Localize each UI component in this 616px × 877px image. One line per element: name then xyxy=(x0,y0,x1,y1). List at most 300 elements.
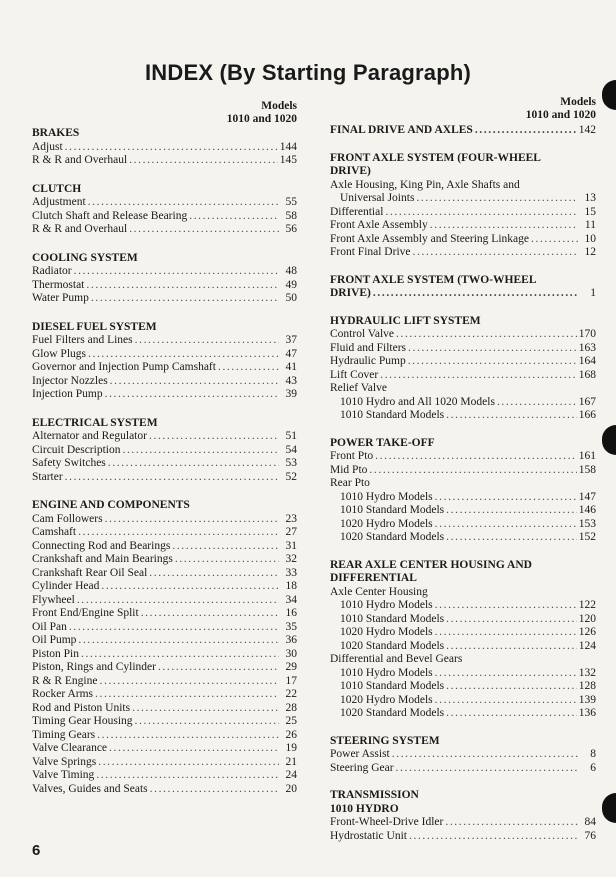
dot-leader xyxy=(446,504,577,518)
dot-leader xyxy=(408,355,577,369)
entry-page: 19 xyxy=(285,742,297,754)
dot-leader xyxy=(110,375,279,389)
front-axle-two-section xyxy=(330,274,596,301)
dot-leader xyxy=(446,707,577,721)
entry-page: 122 xyxy=(578,599,596,611)
section-heading: ELECTRICAL SYSTEM xyxy=(32,416,158,429)
dot-leader xyxy=(435,491,577,505)
section-heading: DRIVE) xyxy=(330,165,371,177)
entry-label: 1010 Hydro Models xyxy=(340,490,433,503)
entry-label: 1020 Hydro Models xyxy=(340,626,433,638)
dot-leader xyxy=(446,409,577,423)
entry-page: 21 xyxy=(285,755,297,768)
entry-page: 158 xyxy=(578,463,596,476)
entry-page: 26 xyxy=(285,728,297,741)
dot-leader xyxy=(78,634,279,648)
left-sections xyxy=(32,127,297,796)
entry-label: Valve Springs xyxy=(32,755,97,768)
entry-page: 153 xyxy=(578,517,596,530)
entry-label: Crankshaft and Main Bearings xyxy=(32,553,173,565)
index-entry xyxy=(330,613,596,627)
entry-label: 1010 Hydro Models xyxy=(340,599,433,611)
entry-page: 8 xyxy=(590,748,596,760)
entry-page: 30 xyxy=(285,647,297,660)
section-subheading: 1010 HYDRO xyxy=(330,802,399,815)
entry-label: Flywheel xyxy=(32,593,75,606)
dot-leader xyxy=(392,748,578,762)
entry-label: Control Valve xyxy=(330,328,394,340)
models-label: Models xyxy=(560,96,596,108)
entry-page: 58 xyxy=(285,209,297,222)
entry-label: Front Axle Assembly xyxy=(330,219,428,231)
entry-page: 27 xyxy=(285,526,297,538)
edge-tab-marker xyxy=(602,425,616,455)
dot-leader xyxy=(435,694,577,708)
entry-label: Injection Pump xyxy=(32,388,103,400)
entry-page: 37 xyxy=(285,334,297,346)
entry-page: 22 xyxy=(285,688,297,700)
entry-label: 1020 Standard Models xyxy=(340,639,445,652)
dot-leader xyxy=(77,594,279,608)
index-entry xyxy=(330,219,596,233)
entry-page: 31 xyxy=(285,539,297,552)
dot-leader xyxy=(396,762,578,776)
dot-leader xyxy=(81,648,279,662)
dot-leader xyxy=(149,430,279,444)
dot-leader xyxy=(445,816,578,830)
index-entry xyxy=(32,580,297,594)
index-entry xyxy=(32,553,297,567)
entry-label: Piston, Rings and Cylinder xyxy=(32,661,156,673)
entry-page: 12 xyxy=(584,246,596,258)
index-section xyxy=(32,417,297,485)
dot-leader xyxy=(88,348,279,362)
entry-label: Timing Gears xyxy=(32,728,96,741)
entry-label: Rod and Piston Units xyxy=(32,701,131,714)
entry-page: 168 xyxy=(578,368,596,381)
section-heading: STEERING SYSTEM xyxy=(330,734,440,747)
dot-leader xyxy=(497,396,577,410)
index-entry xyxy=(330,694,596,708)
entry-label: Cylinder Head xyxy=(32,580,100,592)
entry-label: Fluid and Filters xyxy=(330,341,407,354)
dot-leader xyxy=(122,444,279,458)
entry-label: Water Pump xyxy=(32,292,89,304)
entry-page: 53 xyxy=(285,457,297,469)
entry-label: R & R and Overhaul xyxy=(32,154,128,166)
entry-page: 43 xyxy=(285,374,297,387)
entry-page: 20 xyxy=(285,782,297,795)
entry-page: 128 xyxy=(578,680,596,692)
entry-page: 23 xyxy=(285,512,297,525)
entry-page: 50 xyxy=(285,292,297,304)
entry-label: Cam Followers xyxy=(32,512,103,525)
entry-page: 163 xyxy=(578,341,596,354)
entry-label: Universal Joints xyxy=(340,192,415,204)
section-heading: FRONT AXLE SYSTEM (FOUR-WHEEL xyxy=(330,151,541,164)
entry-label: Axle Center Housing xyxy=(330,585,428,598)
index-entry xyxy=(32,196,297,210)
section-heading: COOLING SYSTEM xyxy=(32,251,138,264)
index-entry xyxy=(330,762,596,776)
dot-leader xyxy=(531,233,578,247)
entry-page: 24 xyxy=(285,769,297,781)
entry-label: Crankshaft Rear Oil Seal xyxy=(32,566,148,579)
entry-page: 18 xyxy=(285,580,297,592)
index-section xyxy=(32,252,297,306)
entry-label: Fuel Filters and Lines xyxy=(32,334,133,346)
entry-page: 145 xyxy=(279,154,297,166)
index-entry xyxy=(32,223,297,237)
dot-leader xyxy=(150,783,279,797)
index-entry xyxy=(32,430,297,444)
entry-label: R & R and Overhaul xyxy=(32,223,128,235)
entry-label: Lift Cover xyxy=(330,368,379,381)
dot-leader xyxy=(65,471,279,485)
index-entry xyxy=(32,348,297,362)
dot-leader xyxy=(369,464,576,478)
entry-page: 15 xyxy=(584,205,596,218)
entry-page: 55 xyxy=(285,196,297,208)
index-entry xyxy=(32,675,297,689)
index-entry xyxy=(330,518,596,532)
entry-label: Rear Pto xyxy=(330,477,370,489)
entry-label: Valve Clearance xyxy=(32,742,108,754)
dot-leader xyxy=(69,621,279,635)
dot-leader xyxy=(97,729,279,743)
section-heading: POWER TAKE-OFF xyxy=(330,436,435,449)
dot-leader xyxy=(446,613,577,627)
entry-page: 6 xyxy=(590,761,596,774)
index-entry xyxy=(330,450,596,464)
left-column xyxy=(32,100,297,796)
entry-page: 164 xyxy=(578,355,596,367)
entry-page: 49 xyxy=(285,278,297,291)
entry-label: Glow Plugs xyxy=(32,347,86,360)
entry-page: 84 xyxy=(584,816,596,828)
entry-page: 54 xyxy=(285,443,297,456)
dot-leader xyxy=(430,219,578,233)
page-title: INDEX (By Starting Paragraph) xyxy=(144,60,472,85)
index-entry xyxy=(330,246,596,260)
entry-label: Timing Gear Housing xyxy=(32,715,133,727)
entry-page: 13 xyxy=(584,192,596,204)
section-heading: DIESEL FUEL SYSTEM xyxy=(32,320,157,333)
dot-leader xyxy=(135,334,279,348)
entry-label: Thermostat xyxy=(32,278,85,291)
entry-page: 51 xyxy=(285,430,297,442)
dot-leader xyxy=(86,279,279,293)
entry-label: Injector Nozzles xyxy=(32,374,108,387)
index-entry xyxy=(32,334,297,348)
front-axle-four-section xyxy=(330,152,596,260)
entry-label: Radiator xyxy=(32,265,72,277)
index-entry xyxy=(330,531,596,545)
index-entry xyxy=(330,667,596,681)
section-heading: HYDRAULIC LIFT SYSTEM xyxy=(330,314,481,327)
entry-page: 126 xyxy=(578,626,596,638)
entry-label: 1010 Standard Models xyxy=(340,612,445,625)
entry-page: 146 xyxy=(578,504,596,516)
entry-label: 1020 Hydro Models xyxy=(340,517,433,530)
steering-section xyxy=(330,735,596,776)
dot-leader xyxy=(95,688,279,702)
entry-label: Mid Pto xyxy=(330,463,368,476)
dot-leader xyxy=(375,450,577,464)
dot-leader xyxy=(396,328,577,342)
index-entry xyxy=(32,513,297,527)
index-entry xyxy=(330,830,596,844)
entry-page: 16 xyxy=(285,607,297,619)
dot-leader xyxy=(141,607,279,621)
entry-label: 1010 Standard Models xyxy=(340,504,445,516)
entry-label: 1020 Hydro Models xyxy=(340,693,433,706)
index-entry xyxy=(32,375,297,389)
entry-label: 1010 Hydro and All 1020 Models xyxy=(340,395,495,408)
entry-page: 11 xyxy=(584,219,596,231)
index-entry xyxy=(32,594,297,608)
index-entry xyxy=(32,742,297,756)
section-heading: FRONT AXLE SYSTEM (TWO-WHEEL xyxy=(330,273,537,286)
dot-leader xyxy=(129,154,278,168)
entry-label: Steering Gear xyxy=(330,761,394,774)
dot-leader xyxy=(446,640,577,654)
entry-label: 1010 Standard Models xyxy=(340,409,445,421)
entry-page: 39 xyxy=(285,388,297,400)
index-entry xyxy=(330,626,596,640)
entry-label: Front Pto xyxy=(330,450,374,462)
entry-label: Valve Timing xyxy=(32,769,95,781)
entry-label: DRIVE) xyxy=(330,287,371,299)
index-entry xyxy=(330,504,596,518)
entry-page: 142 xyxy=(578,124,596,136)
index-entry xyxy=(32,457,297,471)
entry-page: 147 xyxy=(578,490,596,503)
entry-page: 28 xyxy=(285,701,297,714)
entry-label: Oil Pan xyxy=(32,620,67,633)
entry-label: Safety Switches xyxy=(32,457,106,469)
entry-label: Front-Wheel-Drive Idler xyxy=(330,816,444,828)
index-entry xyxy=(32,141,297,155)
entry-page: 152 xyxy=(578,531,596,543)
entry-label: 1010 Hydro Models xyxy=(340,666,433,679)
edge-tab-marker xyxy=(602,80,616,110)
entry-page: 36 xyxy=(285,634,297,646)
dot-leader xyxy=(65,141,278,155)
index-entry xyxy=(32,688,297,702)
index-entry xyxy=(330,287,596,301)
entry-label: Connecting Rod and Bearings xyxy=(32,539,171,552)
index-entry xyxy=(330,328,596,342)
dot-leader xyxy=(175,553,279,567)
dot-leader xyxy=(446,531,577,545)
index-entry xyxy=(330,640,596,654)
entry-label: Hydrostatic Unit xyxy=(330,829,407,842)
index-entry xyxy=(32,471,297,485)
index-entry xyxy=(330,680,596,694)
dot-leader xyxy=(409,830,578,844)
index-section xyxy=(32,321,297,402)
dot-leader xyxy=(158,661,279,675)
entry-label: R & R Engine xyxy=(32,674,98,687)
dot-leader xyxy=(135,715,279,729)
entry-label: Relief Valve xyxy=(330,382,387,394)
index-entry xyxy=(330,707,596,721)
dot-leader xyxy=(435,667,577,681)
index-entry xyxy=(32,661,297,675)
entry-page: 10 xyxy=(584,232,596,245)
dot-leader xyxy=(408,342,577,356)
entry-page: 132 xyxy=(578,666,596,679)
index-entry xyxy=(32,715,297,729)
index-entry xyxy=(330,342,596,356)
models-header xyxy=(32,100,297,126)
entry-label: 1020 Standard Models xyxy=(340,531,445,543)
index-entry xyxy=(32,702,297,716)
section-heading: TRANSMISSION xyxy=(330,789,419,801)
index-entry xyxy=(32,729,297,743)
index-entry xyxy=(330,464,596,478)
entry-label: Front Final Drive xyxy=(330,246,411,258)
index-entry xyxy=(32,783,297,797)
section-heading: REAR AXLE CENTER HOUSING AND xyxy=(330,558,532,571)
models-label: Models xyxy=(261,100,297,112)
dot-leader xyxy=(100,675,280,689)
entry-page: 48 xyxy=(285,265,297,277)
dot-leader xyxy=(189,210,279,224)
index-entry xyxy=(32,648,297,662)
index-entry xyxy=(330,748,596,762)
dot-leader xyxy=(435,599,577,613)
entry-page: 47 xyxy=(285,347,297,360)
entry-label: Differential and Bevel Gears xyxy=(330,653,463,665)
entry-label: Circuit Description xyxy=(32,443,121,456)
index-entry xyxy=(32,210,297,224)
dot-leader xyxy=(385,206,578,220)
index-entry xyxy=(32,756,297,770)
index-entry xyxy=(330,369,596,383)
index-entry xyxy=(330,355,596,369)
entry-label: Differential xyxy=(330,205,384,218)
rear-axle-section xyxy=(330,559,596,721)
entry-label: Starter xyxy=(32,470,63,483)
entry-page: 32 xyxy=(285,553,297,565)
entry-page: 52 xyxy=(285,470,297,483)
dot-leader xyxy=(105,513,279,527)
index-entry xyxy=(330,599,596,613)
entry-page: 29 xyxy=(285,661,297,673)
index-section xyxy=(32,183,297,237)
index-entry xyxy=(330,233,596,247)
entry-page: 41 xyxy=(285,361,297,373)
entry-label: Axle Housing, King Pin, Axle Shafts and xyxy=(330,178,520,191)
dot-leader xyxy=(129,223,279,237)
entry-page: 76 xyxy=(584,829,596,842)
index-entry xyxy=(330,192,596,206)
entry-page: 144 xyxy=(279,140,297,153)
dot-leader xyxy=(101,580,279,594)
entry-label: Clutch Shaft and Release Bearing xyxy=(32,209,188,222)
dot-leader xyxy=(74,265,279,279)
entry-page: 124 xyxy=(578,639,596,652)
section-heading: ENGINE AND COMPONENTS xyxy=(32,499,190,511)
index-entry xyxy=(32,361,297,375)
dot-leader xyxy=(98,756,279,770)
hydraulic-section xyxy=(330,315,596,423)
entry-label: 1010 Standard Models xyxy=(340,680,445,692)
models-sub: 1010 and 1020 xyxy=(525,109,596,121)
index-entry xyxy=(32,154,297,168)
dot-leader xyxy=(88,196,279,210)
models-sub: 1010 and 1020 xyxy=(226,113,297,125)
dot-leader xyxy=(78,526,279,540)
transmission-section xyxy=(330,789,596,843)
section-heading: BRAKES xyxy=(32,127,80,139)
index-entry xyxy=(330,124,596,138)
dot-leader xyxy=(108,457,279,471)
index-entry xyxy=(32,634,297,648)
dot-leader xyxy=(105,388,279,402)
entry-label: Front Axle Assembly and Steering Linkage xyxy=(330,232,529,245)
index-entry xyxy=(32,540,297,554)
entry-label: Alternator and Regulator xyxy=(32,430,147,442)
entry-page: 139 xyxy=(578,693,596,706)
dot-leader xyxy=(96,769,279,783)
index-section xyxy=(32,499,297,796)
index-entry xyxy=(32,621,297,635)
entry-label: Hydraulic Pump xyxy=(330,355,406,367)
section-heading: DIFFERENTIAL xyxy=(330,572,417,584)
dot-leader xyxy=(149,567,279,581)
entry-page: 34 xyxy=(285,593,297,606)
index-entry xyxy=(32,279,297,293)
entry-page: 33 xyxy=(285,566,297,579)
pto-section xyxy=(330,437,596,545)
index-entry xyxy=(32,607,297,621)
entry-label: Governor and Injection Pump Camshaft xyxy=(32,361,216,373)
index-entry xyxy=(330,409,596,423)
dot-leader xyxy=(172,540,279,554)
entry-label: Power Assist xyxy=(330,748,390,760)
dot-leader xyxy=(413,246,579,260)
dot-leader xyxy=(446,680,577,694)
page-number: 6 xyxy=(32,842,41,859)
right-column xyxy=(330,96,596,843)
entry-page: 35 xyxy=(285,620,297,633)
entry-label: Adjustment xyxy=(32,196,86,208)
entry-page: 17 xyxy=(285,674,297,687)
dot-leader xyxy=(218,361,279,375)
dot-leader xyxy=(435,518,577,532)
index-entry xyxy=(330,396,596,410)
edge-tab-marker xyxy=(602,793,616,823)
entry-page: 56 xyxy=(285,223,297,235)
entry-label: 1020 Standard Models xyxy=(340,707,445,719)
index-entry xyxy=(32,526,297,540)
index-entry xyxy=(32,292,297,306)
index-entry xyxy=(32,444,297,458)
entry-label: Adjust xyxy=(32,140,63,153)
entry-page: 170 xyxy=(578,328,596,340)
entry-label: Camshaft xyxy=(32,526,77,538)
entry-page: 136 xyxy=(578,707,596,719)
index-entry xyxy=(330,491,596,505)
index-entry xyxy=(32,388,297,402)
dot-leader xyxy=(380,369,577,383)
index-entry xyxy=(32,265,297,279)
entry-label: Rocker Arms xyxy=(32,688,94,700)
dot-leader xyxy=(416,192,578,206)
